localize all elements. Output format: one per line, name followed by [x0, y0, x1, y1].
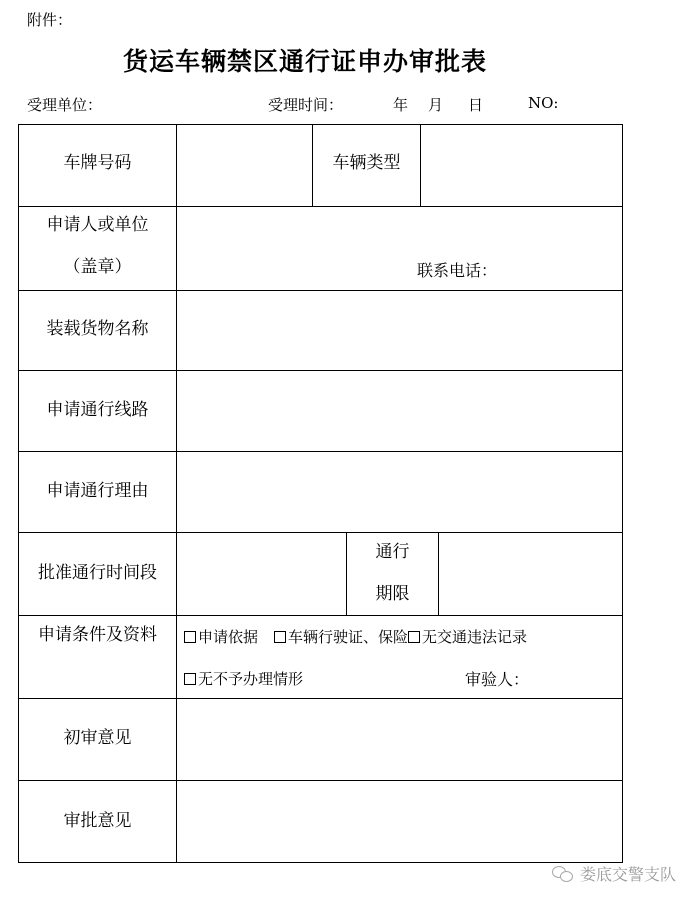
cargo-name-label: 装载货物名称: [46, 319, 149, 339]
reason-label: 申请通行理由: [46, 481, 149, 501]
initial-review-field[interactable]: [177, 699, 622, 780]
cargo-name-field[interactable]: [177, 291, 622, 370]
conditions-label: 申请条件及资料: [38, 625, 157, 645]
validity-label-line2: 期限: [375, 584, 410, 604]
initial-review-label: 初审意见: [63, 728, 132, 748]
wechat-icon: [552, 866, 574, 882]
month-label: 月: [428, 96, 444, 114]
conditions-line1: [184, 626, 527, 647]
basis-checkbox-label: 申请依据: [198, 628, 259, 646]
checkbox-icon: [184, 673, 196, 685]
plate-number-field[interactable]: [177, 125, 312, 206]
no-violation-checkbox-label: 无交通违法记录: [422, 628, 528, 646]
reason-field[interactable]: [177, 452, 622, 532]
approval-field[interactable]: [177, 781, 622, 862]
checkbox-icon: [408, 631, 420, 643]
row-divider: [19, 615, 622, 616]
license-checkbox[interactable]: [274, 626, 408, 647]
basis-checkbox[interactable]: [184, 626, 258, 647]
applicant-label: 申请人或单位: [46, 215, 149, 235]
route-label: 申请通行线路: [46, 400, 149, 420]
time-period-field[interactable]: [177, 533, 346, 615]
watermark: [552, 862, 676, 885]
conditions-line2: [184, 668, 303, 689]
no-refusal-checkbox[interactable]: [184, 668, 303, 689]
vehicle-type-label: 车辆类型: [332, 153, 401, 173]
license-checkbox-label: 车辆行驶证、保险: [288, 628, 409, 646]
page-title: 货运车辆禁区通行证申办审批表: [122, 47, 487, 76]
validity-label: 通行: [375, 542, 410, 562]
vehicle-type-field[interactable]: [421, 125, 622, 206]
application-form: [18, 124, 623, 863]
plate-number-label: 车牌号码: [63, 153, 132, 173]
accept-unit-label: 受理单位：: [27, 96, 103, 114]
no-refusal-checkbox-label: 无不予办理情形: [198, 670, 304, 688]
route-field[interactable]: [177, 371, 622, 451]
applicant-stamp-label: （盖章）: [63, 257, 132, 277]
watermark-text: 娄底交警支队: [579, 865, 676, 884]
contact-phone-label: 联系电话：: [417, 261, 498, 280]
attachment-label: 附件：: [27, 11, 73, 29]
validity-field[interactable]: [439, 533, 622, 615]
inspector-label: 审验人：: [465, 670, 530, 689]
time-period-label: 批准通行时间段: [38, 563, 157, 583]
day-label: 日: [468, 96, 484, 114]
year-label: 年: [393, 96, 409, 114]
checkbox-icon: [184, 631, 196, 643]
number-label: NO:: [528, 94, 559, 112]
approval-label: 审批意见: [63, 811, 132, 831]
applicant-field[interactable]: [177, 207, 622, 290]
no-violation-checkbox[interactable]: [408, 626, 527, 647]
accept-time-label: 受理时间：: [268, 96, 344, 114]
checkbox-icon: [274, 631, 286, 643]
